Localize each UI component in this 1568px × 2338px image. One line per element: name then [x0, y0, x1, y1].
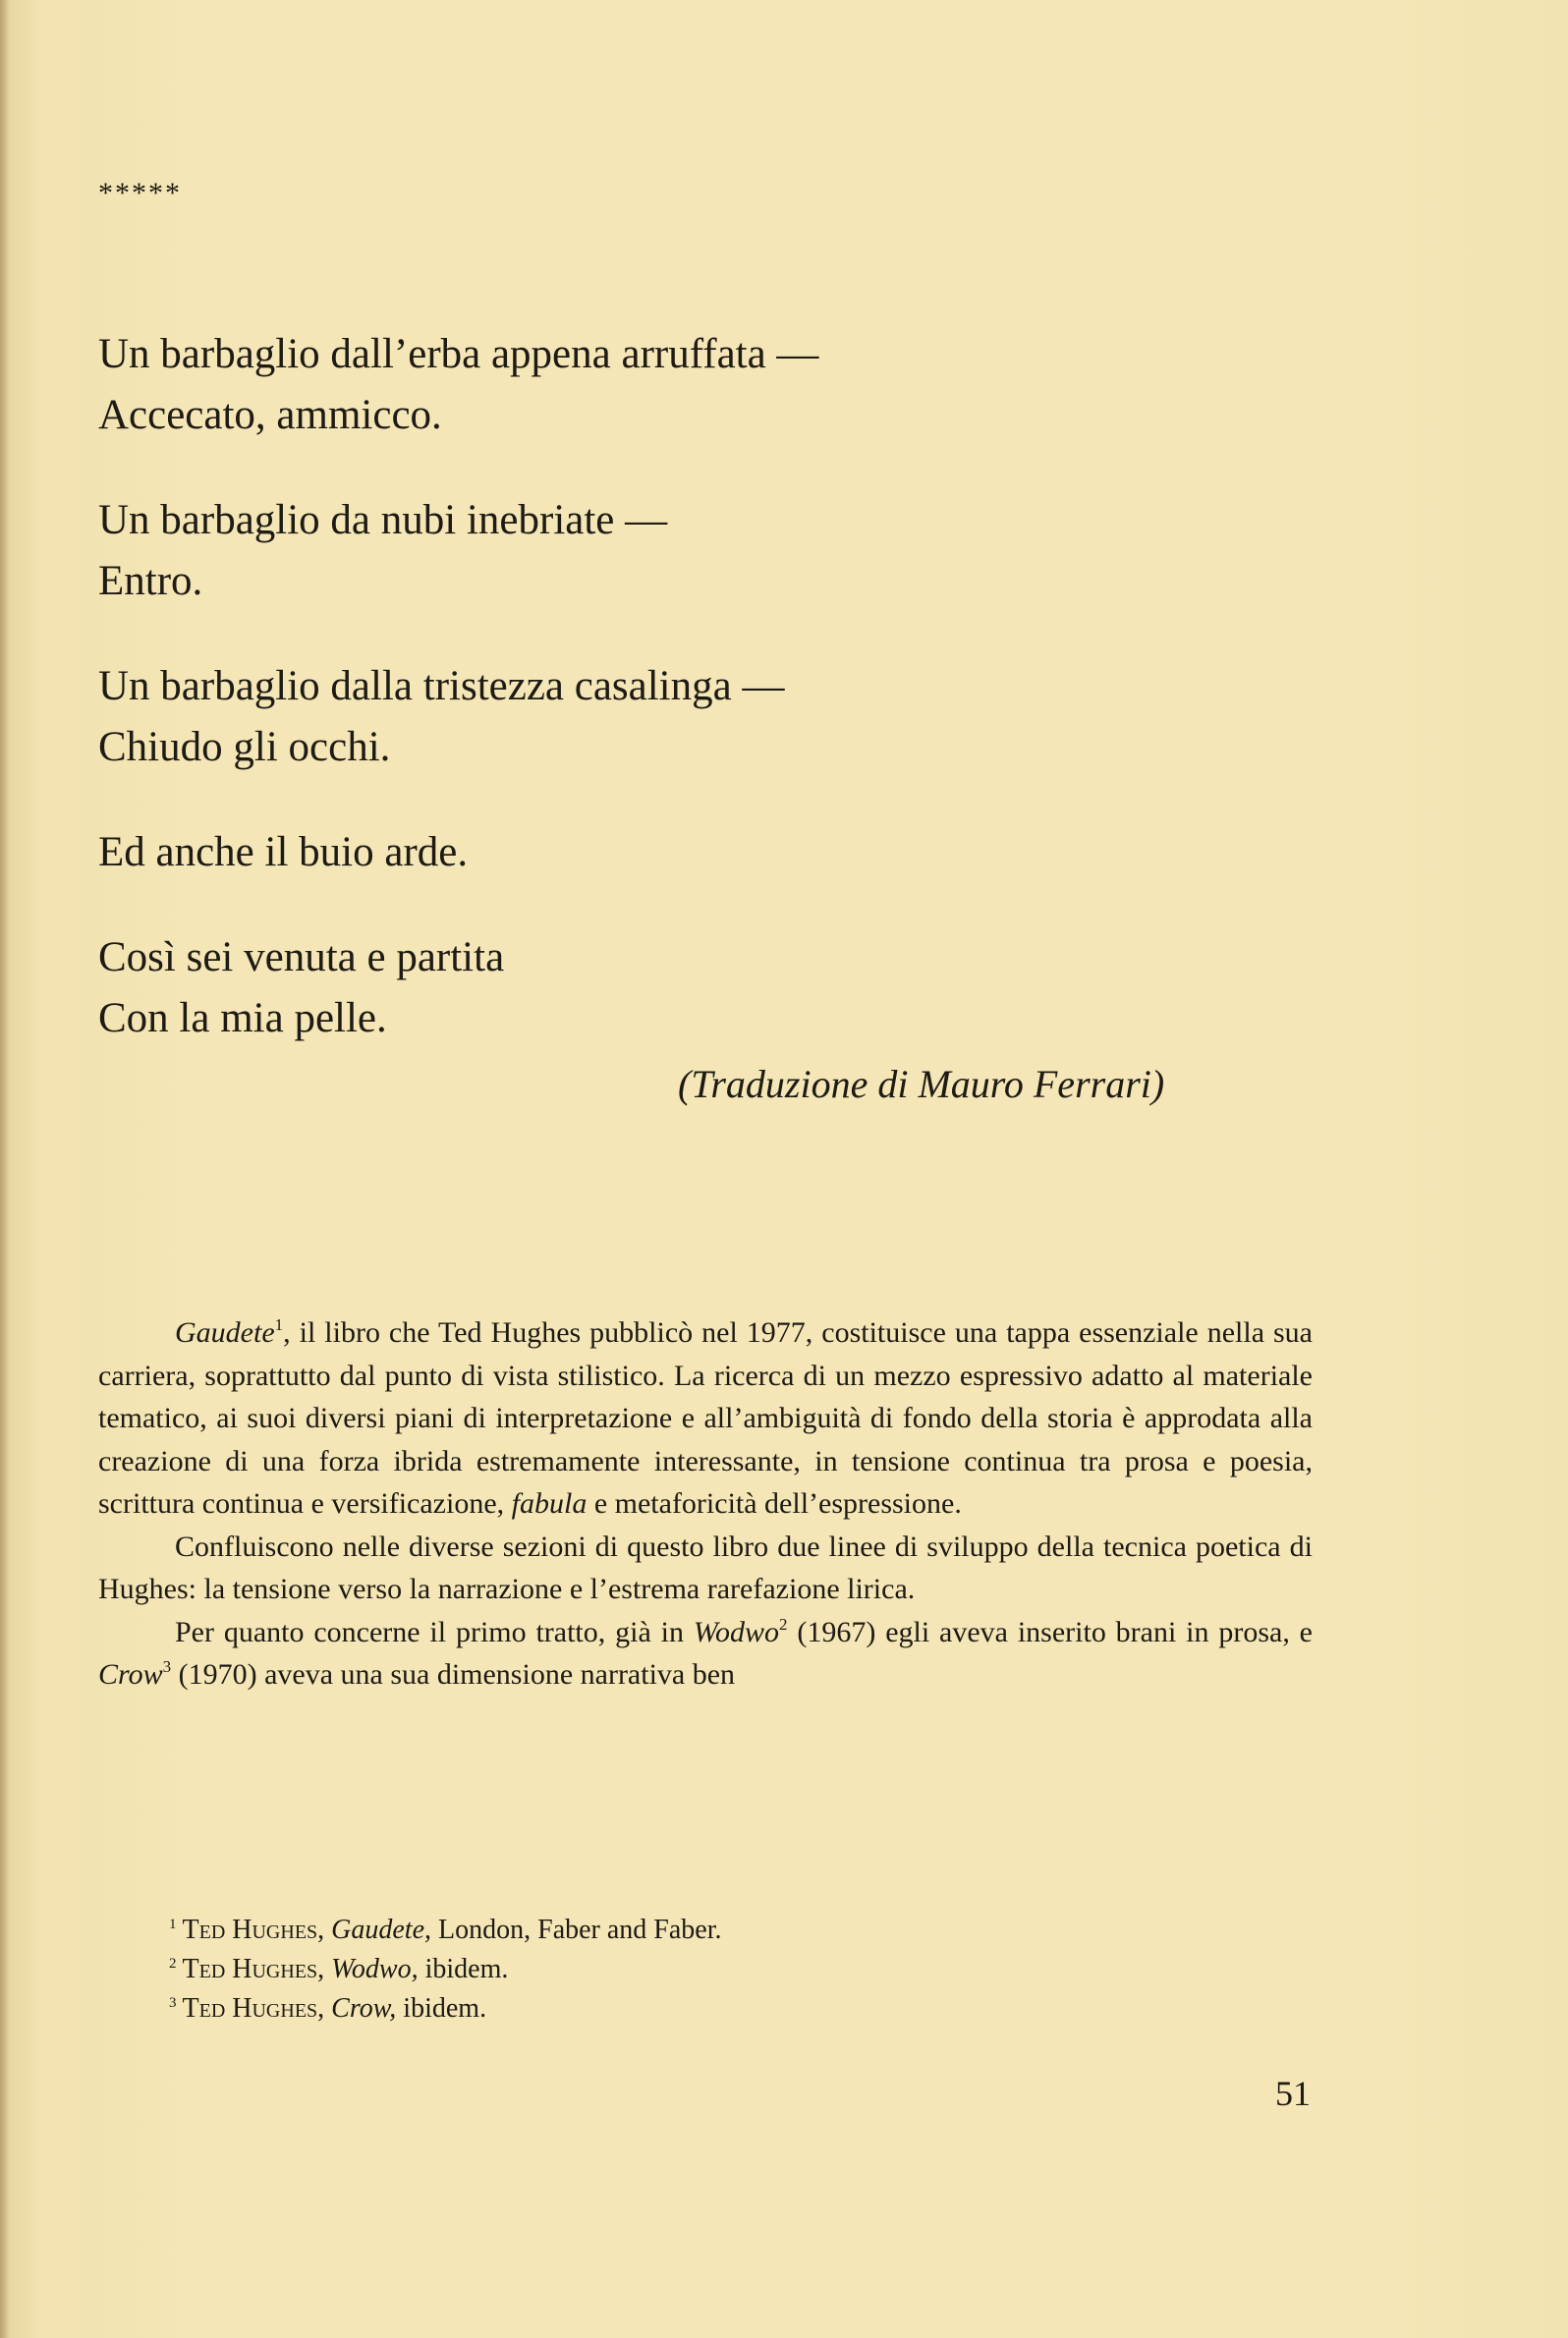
paragraph-text: e metaforicità dell’espressione. [587, 1487, 962, 1520]
paragraph-text: Per quanto concerne il primo tratto, già in [175, 1615, 694, 1648]
paragraph-text: (1967) egli aveva inserito brani in prosa, e [787, 1615, 1313, 1648]
footnote-text: ibidem. [396, 1993, 487, 2024]
page-gutter-shadow [0, 0, 10, 2338]
page-number: 51 [1275, 2074, 1311, 2113]
footnote-title: Crow, [331, 1993, 397, 2024]
footnote-number: 2 [169, 1956, 177, 1972]
poem-stanza [98, 822, 1277, 883]
footnote-number: 1 [169, 1917, 177, 1932]
paragraph: Confluiscono nelle diverse sezioni di questo libro due linee di sviluppo della tecnica poetica di Hughes: la tensione verso la narrazione e l’estrema rarefazione lirica. [98, 1530, 1313, 1605]
footnote-text: London, Faber and Faber. [431, 1915, 722, 1945]
poem-line: Con la mia pelle. [98, 995, 387, 1041]
translator-credit: (Traduzione di Mauro Ferrari) [678, 1062, 1165, 1106]
poem-stanza [98, 927, 1277, 1049]
footnotes [169, 1911, 1299, 2029]
book-title: Gaudete [175, 1316, 275, 1349]
poem-line: Accecato, ammicco. [98, 392, 442, 438]
footnote-ref: 1 [274, 1315, 284, 1334]
poem-line: Ed anche il buio arde. [98, 829, 469, 875]
footnote: $^2$ Ted Hughes, Wodwo, ibidem. [169, 1954, 509, 1984]
book-title: Wodwo [693, 1615, 780, 1648]
poem-line: Un barbaglio dall’erba appena arruffata — [98, 331, 819, 377]
poem-stanza [98, 656, 1277, 778]
poem-line: Un barbaglio da nubi inebriate — [98, 497, 668, 543]
footnote-ref: 2 [779, 1614, 788, 1634]
footnote-number: 3 [169, 1995, 177, 2011]
footnote: $^3$ Ted Hughes, Crow, ibidem. [169, 1993, 487, 2024]
footnote-author: Ted Hughes [182, 1915, 318, 1945]
paragraph [98, 1311, 1313, 1526]
poem-line: Chiudo gli occhi. [98, 724, 391, 770]
poem-line: Entro. [98, 558, 203, 604]
footnote-author: Ted Hughes [182, 1954, 318, 1984]
footnote-author: Ted Hughes [182, 1993, 318, 2024]
poem-stanza [98, 490, 1277, 612]
paragraph [98, 1611, 1313, 1697]
poem-line: Così sei venuta e partita [98, 934, 505, 980]
paragraph-text: , il libro che Ted Hughes pubblicò nel 1977, costituisce una tappa essenziale nella sua carriera, soprattutto dal punto di vista stilistico. La ricerca di un mezzo espressivo adatto al materiale tematico, ai suoi diversi piani di interpretazione e all’ambiguità di fondo della storia è approdata alla creazione di una forza ibrida estremamente interessante, in tensione continua tra prosa e poesia, scrittura continua e versificazione, [98, 1316, 1313, 1520]
essay-body [98, 1311, 1313, 1697]
footnote-text: ibidem. [418, 1954, 509, 1984]
section-marker: ***** [98, 177, 182, 209]
footnote: $^1$ Ted Hughes, Gaudete, London, Faber and Faber. [169, 1915, 722, 1945]
footnote-title: Wodwo, [331, 1954, 419, 1984]
poem-stanza [98, 324, 1277, 446]
footnote-title: Gaudete, [331, 1915, 432, 1945]
italic-term: fabula [511, 1487, 588, 1520]
book-title: Crow [98, 1658, 163, 1691]
paragraph-text: (1970) aveva una sua dimensione narrativa ben [171, 1658, 736, 1691]
footnote-ref: 3 [162, 1657, 172, 1676]
poem-line: Un barbaglio dalla tristezza casalinga — [98, 663, 785, 709]
poem [98, 324, 1277, 1093]
